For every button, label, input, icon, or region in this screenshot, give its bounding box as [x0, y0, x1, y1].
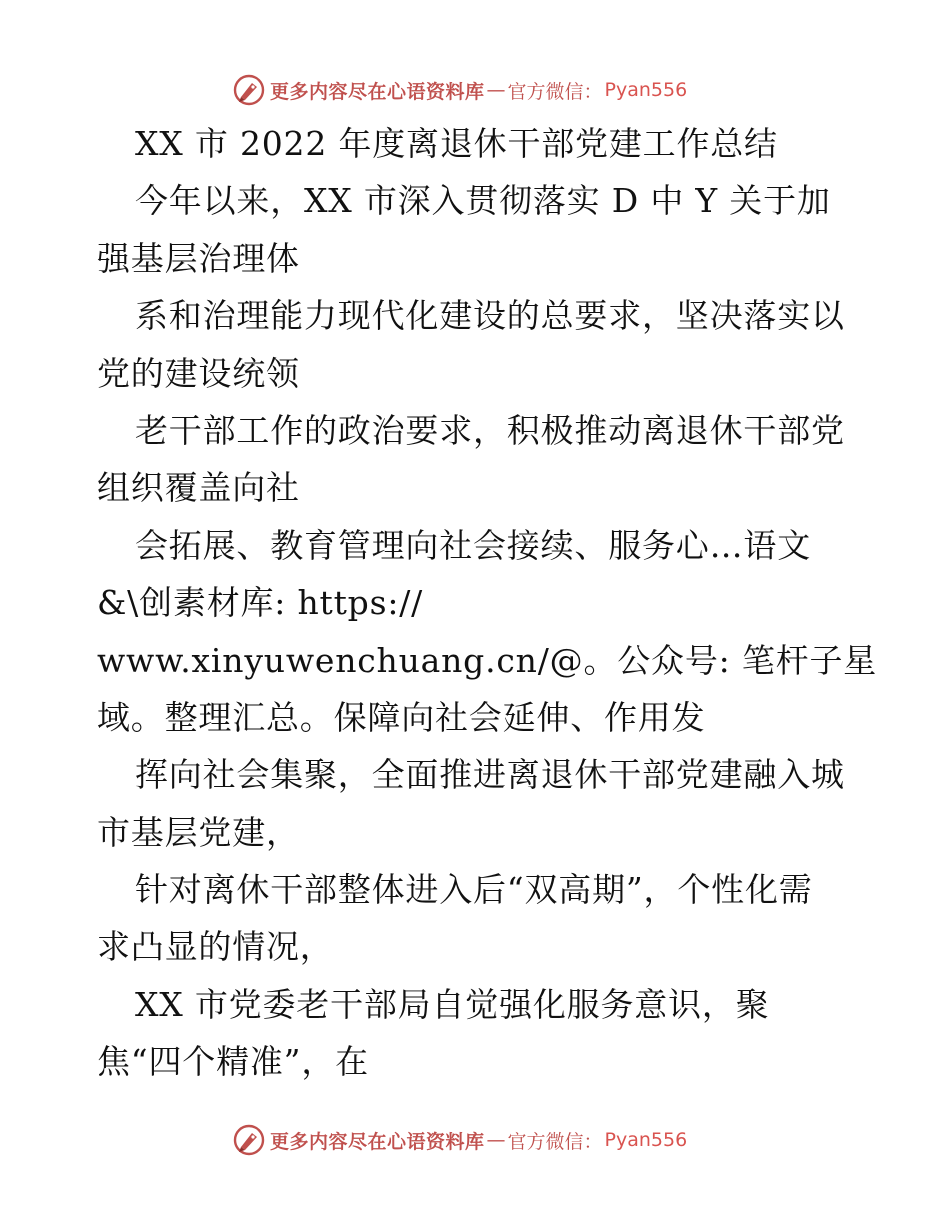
text-line: 焦“四个精准”，在: [97, 1042, 369, 1082]
document-title: XX 市 2022 年度离退休干部党建工作总结: [135, 124, 778, 163]
banner-dash: —: [486, 79, 506, 101]
text-line: 老干部工作的政治要求，积极推动离退休干部党: [135, 410, 845, 450]
text-line: www.xinyuwenchuang.cn/@。公众号: 笔杆子星: [97, 640, 878, 680]
text-line: 组织覆盖向社: [97, 468, 300, 508]
banner-dash: —: [486, 1129, 506, 1151]
text-line: 今年以来，XX 市深入贯彻落实 D 中 Y 关于加: [135, 181, 831, 221]
text-line: 会拓展、教育管理向社会接续、服务心…语文: [135, 525, 811, 565]
text-line: 党的建设统领: [97, 353, 300, 393]
header-banner: [232, 70, 687, 110]
text-line: 市基层党建，: [97, 812, 300, 852]
pen-nib-logo-icon: [232, 1123, 266, 1157]
text-line: &\创素材库: https://: [97, 583, 424, 623]
text-line: 系和治理能力现代化建设的总要求，坚决落实以: [135, 296, 845, 336]
text-line: XX 市党委老干部局自觉强化服务意识，聚: [135, 984, 770, 1024]
footer-banner: [232, 1120, 687, 1160]
text-line: 强基层治理体: [97, 238, 300, 278]
document-body: [97, 124, 878, 1100]
banner-wechat-id: Pyan556: [604, 79, 688, 101]
text-line: 针对离休干部整体进入后“双高期”，个性化需: [135, 870, 813, 910]
text-line: 域。整理汇总。保障向社会延伸、作用发: [97, 697, 706, 737]
banner-wechat-id: Pyan556: [604, 1129, 688, 1151]
pen-nib-logo-icon: [232, 73, 266, 107]
text-line: 求凸显的情况，: [97, 927, 334, 967]
text-line: 挥向社会集聚，全面推进离退休干部党建融入城: [135, 755, 845, 795]
banner-official-label: 官方微信：: [507, 1130, 603, 1153]
banner-brand-text: 更多内容尽在心语资料库: [270, 80, 485, 103]
banner-official-label: 官方微信：: [507, 80, 603, 103]
banner-brand-text: 更多内容尽在心语资料库: [270, 1130, 485, 1153]
